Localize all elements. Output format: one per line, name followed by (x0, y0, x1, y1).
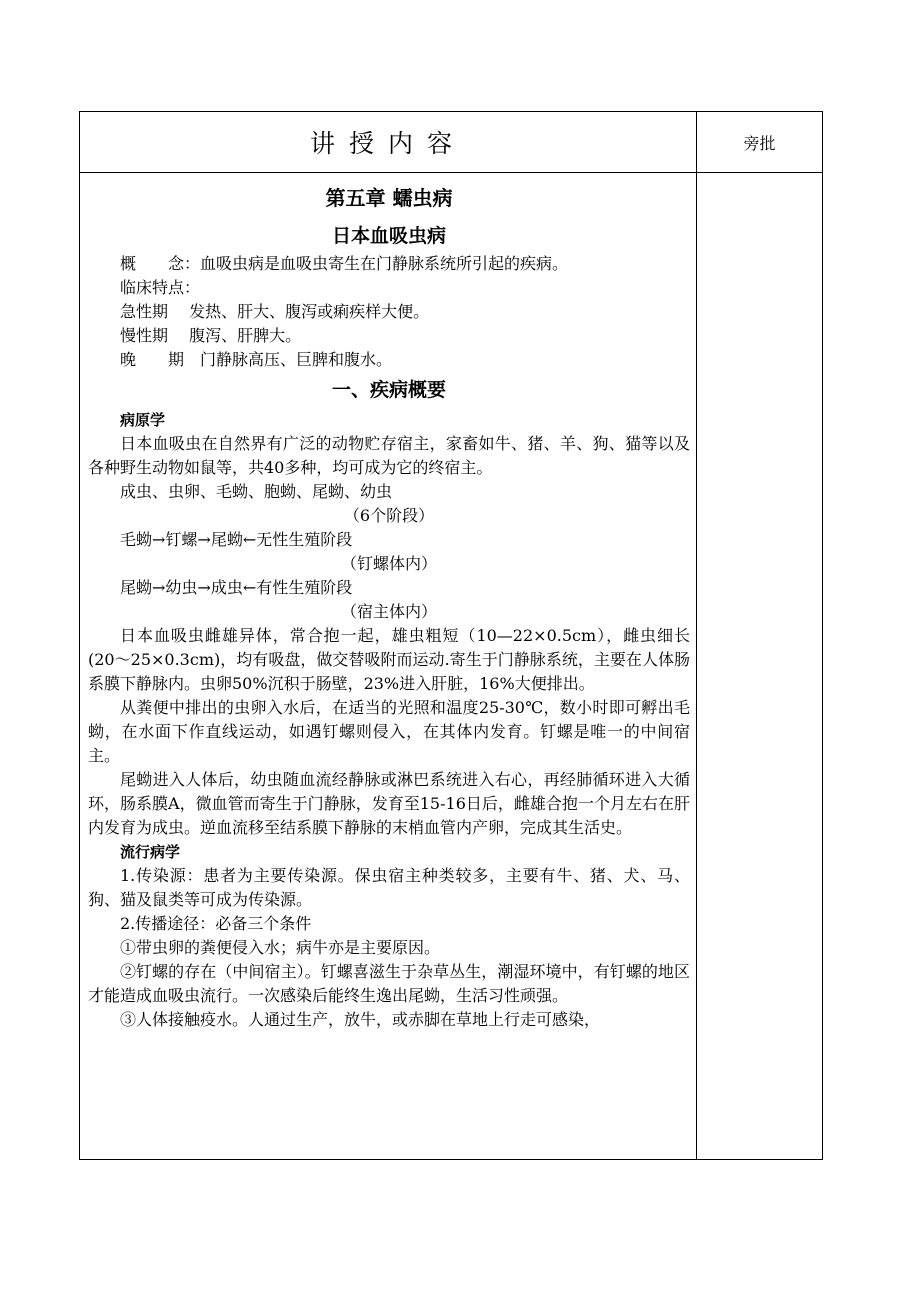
header-divider (80, 172, 822, 173)
water-paragraph: 从粪便中排出的虫卵入水后，在适当的光照和温度25-30℃，数小时即可孵出毛蚴，在水面下作直线运动，如遇钉螺则侵入，在其体内发育。钉螺是唯一的中间宿主。 (88, 698, 690, 765)
disease-title: 日本血吸虫病 (331, 225, 446, 247)
dioecious-paragraph: 日本血吸虫雌雄异体，常合抱一起，雄虫粗短（10—22×0.5cm），雌虫细长(20～25×0.3cm)，均有吸盘，做交替吸附而运动.寄生于门静脉系统，主要在人体肠系膜下静脉内。虫卵50%沉积于肠壁，23%进入肝脏，16%大便排出。 (88, 626, 690, 693)
margin-notes-header: 旁批 (743, 133, 776, 153)
epidemiology-heading: 流行病学 (120, 843, 181, 861)
etiology-paragraph: 日本血吸虫在自然界有广泛的动物贮存宿主，家畜如牛、猪、羊、狗、猫等以及各种野生动物如鼠等，共40多种，均可成为它的终宿主。 (88, 434, 690, 477)
clinical-label: 临床特点： (120, 278, 201, 297)
asexual-note: （钉螺体内） (340, 554, 437, 573)
concept-line: 概 念：血吸虫病是血吸虫寄生在门静脉系统所引起的疾病。 (120, 254, 569, 273)
etiology-heading: 病原学 (120, 411, 166, 429)
cercaria-paragraph: 尾蚴进入人体后，幼虫随血流经静脉或淋巴系统进入右心，再经肺循环进入大循环，肠系膜A，微血管而寄生于门静脉，发育至15-16日后，雌雄合抱一个月左右在肝内发育为成虫。逆血流移至结系膜下静脉的末梢血管内产卵，完成其生活史。 (88, 770, 690, 837)
late-stage-line: 晚 期 门静脉高压、巨脾和腹水。 (120, 350, 393, 369)
sexual-note: （宿主体内） (340, 602, 437, 621)
acute-stage-line: 急性期 发热、肝大、腹泻或痢疾样大便。 (120, 302, 430, 321)
transmission-route-line: 2.传播途径：必备三个条件 (120, 914, 312, 933)
lecture-content-header: 讲授内容 (309, 129, 466, 158)
section-title: 一、疾病概要 (331, 379, 446, 401)
condition-1-line: ①带虫卵的粪便侵入水；病牛亦是主要原因。 (120, 938, 441, 957)
condition-3-paragraph: ③人体接触疫水。人通过生产，放牛，或赤脚在草地上行走可感染， (120, 1010, 601, 1029)
column-divider (696, 112, 697, 1159)
chronic-stage-line: 慢性期 腹泻、肝脾大。 (120, 326, 302, 345)
stages-note: （6个阶段） (343, 506, 435, 525)
asexual-line: 毛蚴→钉螺→尾蚴←无性生殖阶段 (120, 530, 353, 549)
infection-source-paragraph: 1.传染源：患者为主要传染源。保虫宿主种类较多，主要有牛、猪、犬、马、狗、猫及鼠类等可成为传染源。 (88, 866, 690, 909)
stages-line: 成虫、虫卵、毛蚴、胞蚴、尾蚴、幼虫 (120, 482, 393, 501)
chapter-title: 第五章 蠕虫病 (325, 186, 453, 210)
condition-2-paragraph: ②钉螺的存在（中间宿主）。钉螺喜滋生于杂草丛生，潮湿环境中，有钉螺的地区才能造成血吸虫流行。一次感染后能终生逸出尾蚴，生活习性顽强。 (88, 962, 690, 1005)
sexual-line: 尾蚴→幼虫→成虫←有性生殖阶段 (120, 578, 353, 597)
lecture-body (88, 174, 690, 1032)
lecture-table (79, 111, 823, 1160)
